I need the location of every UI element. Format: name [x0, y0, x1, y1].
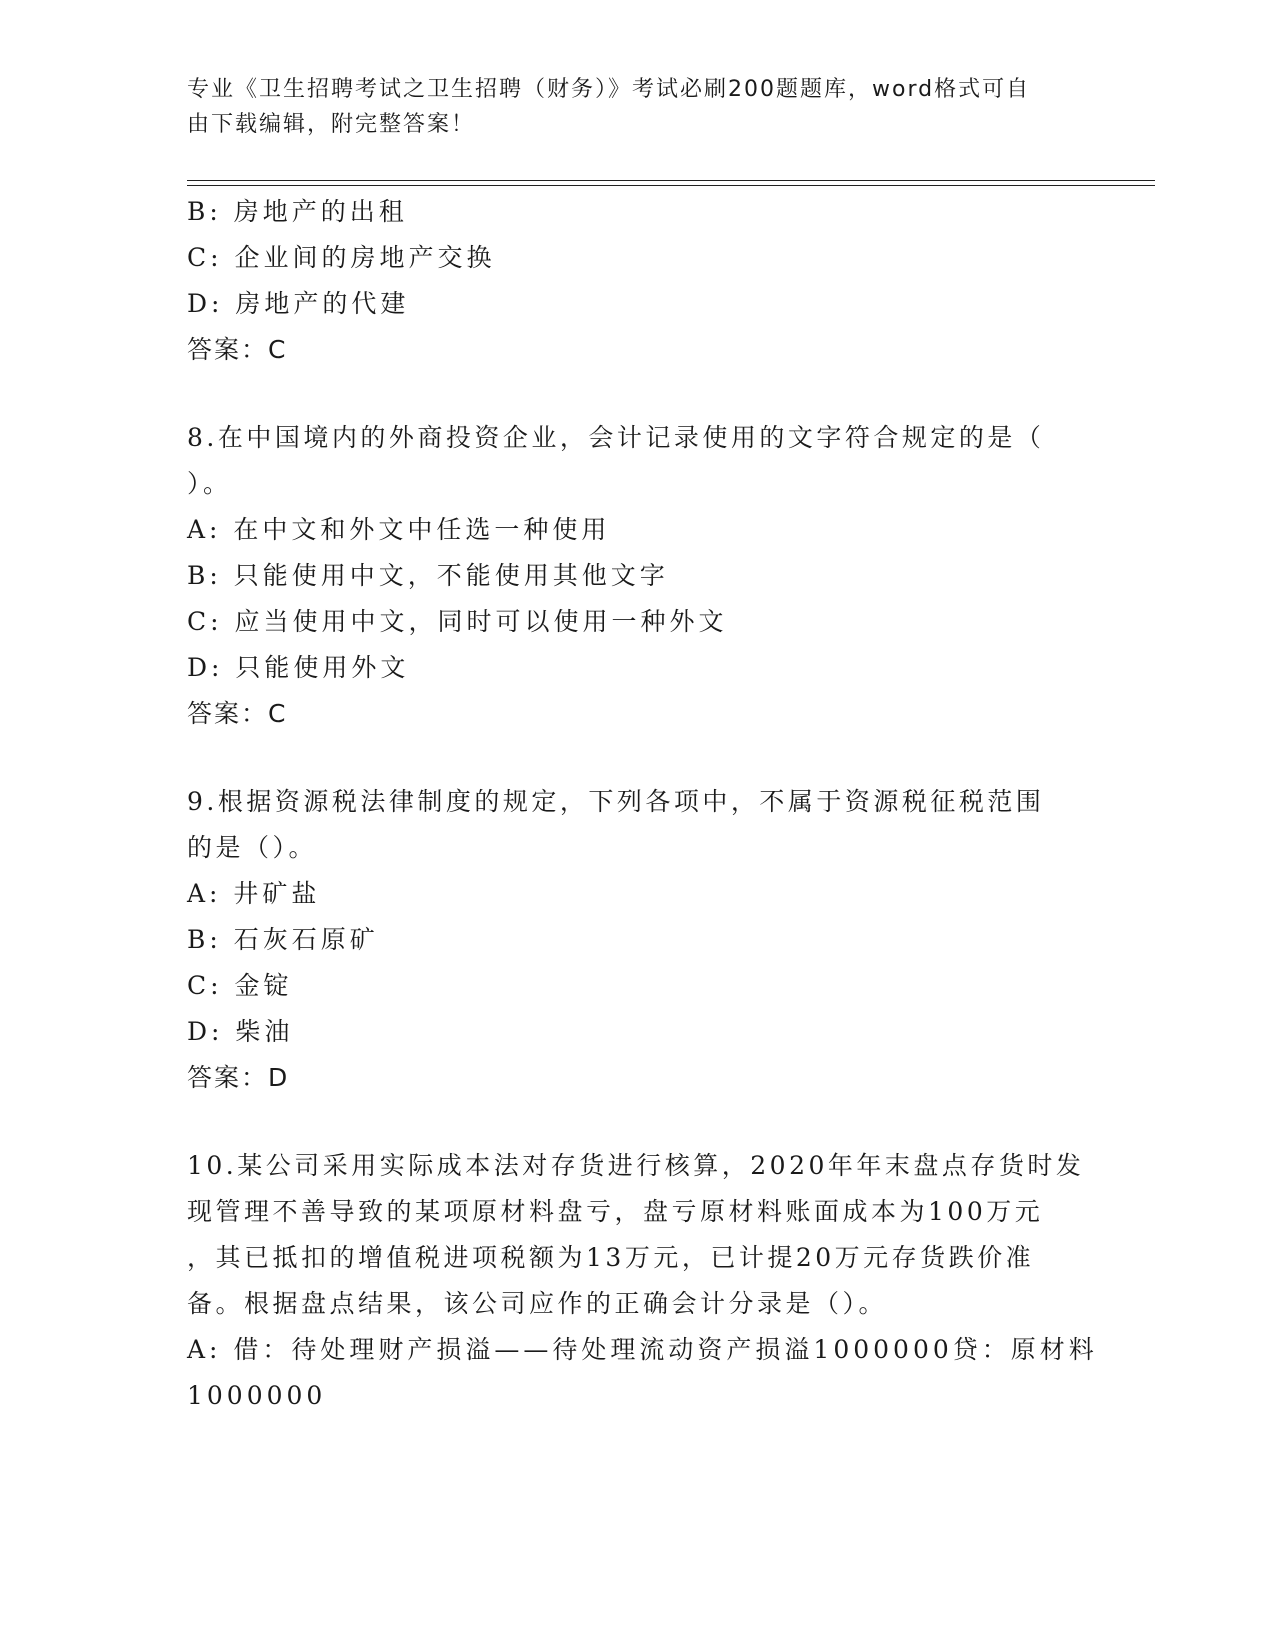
q10-option-a-continued: 1000000: [187, 1381, 327, 1410]
q9-stem: [187, 779, 1087, 871]
header-line-2: 由下载编辑，附完整答案！: [187, 112, 476, 137]
q8-stem-line-2: ）。: [187, 469, 232, 498]
spacer: [187, 1101, 1087, 1143]
header-line-1: 专业《卫生招聘考试之卫生招聘（财务）》考试必刷200题题库，word格式可自: [187, 77, 1031, 102]
question-7-fragment: [187, 189, 1087, 373]
q7-option-b: B: 房地产的出租: [187, 197, 408, 226]
q8-option-b: B: 只能使用中文，不能使用其他文字: [187, 561, 669, 590]
q10-option-a: A: 借：待处理财产损溢——待处理流动资产损溢1000000贷：原材料: [187, 1335, 1098, 1364]
q7-option-d: D: 房地产的代建: [187, 289, 410, 318]
q9-option-a: A: 井矿盐: [187, 879, 321, 908]
q8-option-a: A: 在中文和外文中任选一种使用: [187, 515, 611, 544]
q10-stem-line-4: 备。根据盘点结果，该公司应作的正确会计分录是（）。: [187, 1289, 888, 1318]
q9-stem-line-1: 9.根据资源税法律制度的规定，下列各项中，不属于资源税征税范围: [187, 787, 1045, 816]
header-divider-top: [187, 180, 1155, 181]
q8-option-d: D: 只能使用外文: [187, 653, 410, 682]
question-9: [187, 779, 1087, 1101]
q10-stem-line-1: 10.某公司采用实际成本法对存货进行核算，2020年年末盘点存货时发: [187, 1151, 1085, 1180]
q10-stem: [187, 1143, 1087, 1327]
question-8: [187, 415, 1087, 737]
document-header: [187, 72, 1067, 142]
q8-option-c: C: 应当使用中文，同时可以使用一种外文: [187, 607, 728, 636]
q8-stem-line-1: 8.在中国境内的外商投资企业，会计记录使用的文字符合规定的是（: [187, 423, 1045, 452]
q10-stem-line-3: ，其已抵扣的增值税进项税额为13万元，已计提20万元存货跌价准: [187, 1243, 1035, 1272]
question-10: [187, 1143, 1098, 1419]
q10-stem-line-2: 现管理不善导致的某项原材料盘亏，盘亏原材料账面成本为100万元: [187, 1197, 1044, 1226]
q8-answer: 答案：C: [187, 699, 288, 728]
spacer: [187, 373, 1087, 415]
q9-option-b: B: 石灰石原矿: [187, 925, 379, 954]
document-body: [187, 189, 1098, 1419]
q7-option-c: C: 企业间的房地产交换: [187, 243, 496, 272]
q9-stem-line-2: 的是（）。: [187, 833, 318, 862]
q9-answer: 答案：D: [187, 1063, 290, 1092]
q7-answer: 答案：C: [187, 335, 288, 364]
q9-option-c: C: 金锭: [187, 971, 293, 1000]
q8-stem: [187, 415, 1087, 507]
header-divider-bottom: [187, 185, 1155, 186]
spacer: [187, 737, 1087, 779]
q9-option-d: D: 柴油: [187, 1017, 294, 1046]
